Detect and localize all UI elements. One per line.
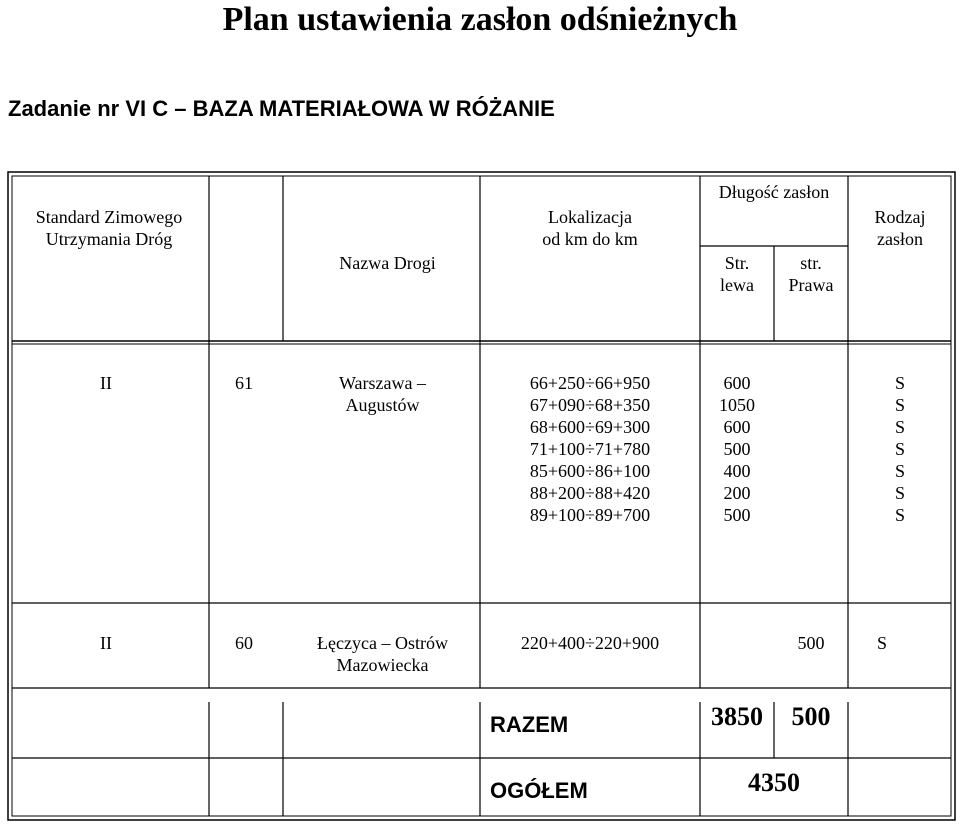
list-item: 71+100÷71+780 xyxy=(529,439,651,459)
list-item: 500 xyxy=(723,505,751,525)
list-item: 200 xyxy=(723,483,751,503)
header-left-side: Str. lewa xyxy=(720,253,754,295)
header-standard: Standard Zimowego Utrzymania Dróg xyxy=(35,207,183,249)
header-location: Lokalizacja od km do km xyxy=(542,207,638,249)
row2-road-number: 60 xyxy=(235,633,253,653)
list-item: S xyxy=(894,461,905,481)
row1-standard: II xyxy=(100,373,112,393)
razem-left-total: 3850 xyxy=(711,702,763,731)
task-subtitle: Zadanie nr VI C – BAZA MATERIAŁOWA W RÓŻANIE xyxy=(8,96,555,121)
row2-right-length: 500 xyxy=(797,633,825,653)
list-item: 68+600÷69+300 xyxy=(529,417,651,437)
list-item: 600 xyxy=(723,373,751,393)
list-item: 500 xyxy=(723,439,751,459)
header-right-side: str. Prawa xyxy=(788,253,834,295)
row1-types xyxy=(852,372,948,526)
row1-road-number: 61 xyxy=(235,373,253,393)
list-item: 600 xyxy=(723,417,751,437)
ogolem-label: OGÓŁEM xyxy=(490,778,588,803)
list-item: 1050 xyxy=(719,395,755,415)
list-item: 400 xyxy=(723,461,751,481)
list-item: S xyxy=(894,483,905,503)
row2-location: 220+400÷220+900 xyxy=(520,633,660,653)
row1-locations xyxy=(484,372,696,526)
row1-left-lengths xyxy=(700,372,774,526)
row2-type: S xyxy=(876,633,887,653)
list-item: S xyxy=(894,505,905,525)
header-type: Rodzaj zasłon xyxy=(874,207,926,249)
list-item: 89+100÷89+700 xyxy=(529,505,651,525)
razem-right-total: 500 xyxy=(791,702,831,731)
razem-label: RAZEM xyxy=(490,712,569,737)
row2-standard: II xyxy=(100,633,112,653)
row2-road-name: Łęczyca – Ostrów Mazowiecka xyxy=(317,633,448,675)
list-item: S xyxy=(894,439,905,459)
list-item: 88+200÷88+420 xyxy=(529,483,651,503)
list-item: S xyxy=(894,373,905,393)
header-road-name: Nazwa Drogi xyxy=(339,253,436,273)
page-title: Plan ustawienia zasłon odśnieżnych xyxy=(222,1,738,38)
row1-road-name: Warszawa – Augustów xyxy=(338,373,426,415)
ogolem-total: 4350 xyxy=(748,768,800,797)
list-item: 66+250÷66+950 xyxy=(529,373,651,393)
list-item: S xyxy=(894,395,905,415)
header-length: Długość zasłon xyxy=(718,182,830,202)
list-item: S xyxy=(894,417,905,437)
list-item: 85+600÷86+100 xyxy=(529,461,651,481)
list-item: 67+090÷68+350 xyxy=(529,395,651,415)
